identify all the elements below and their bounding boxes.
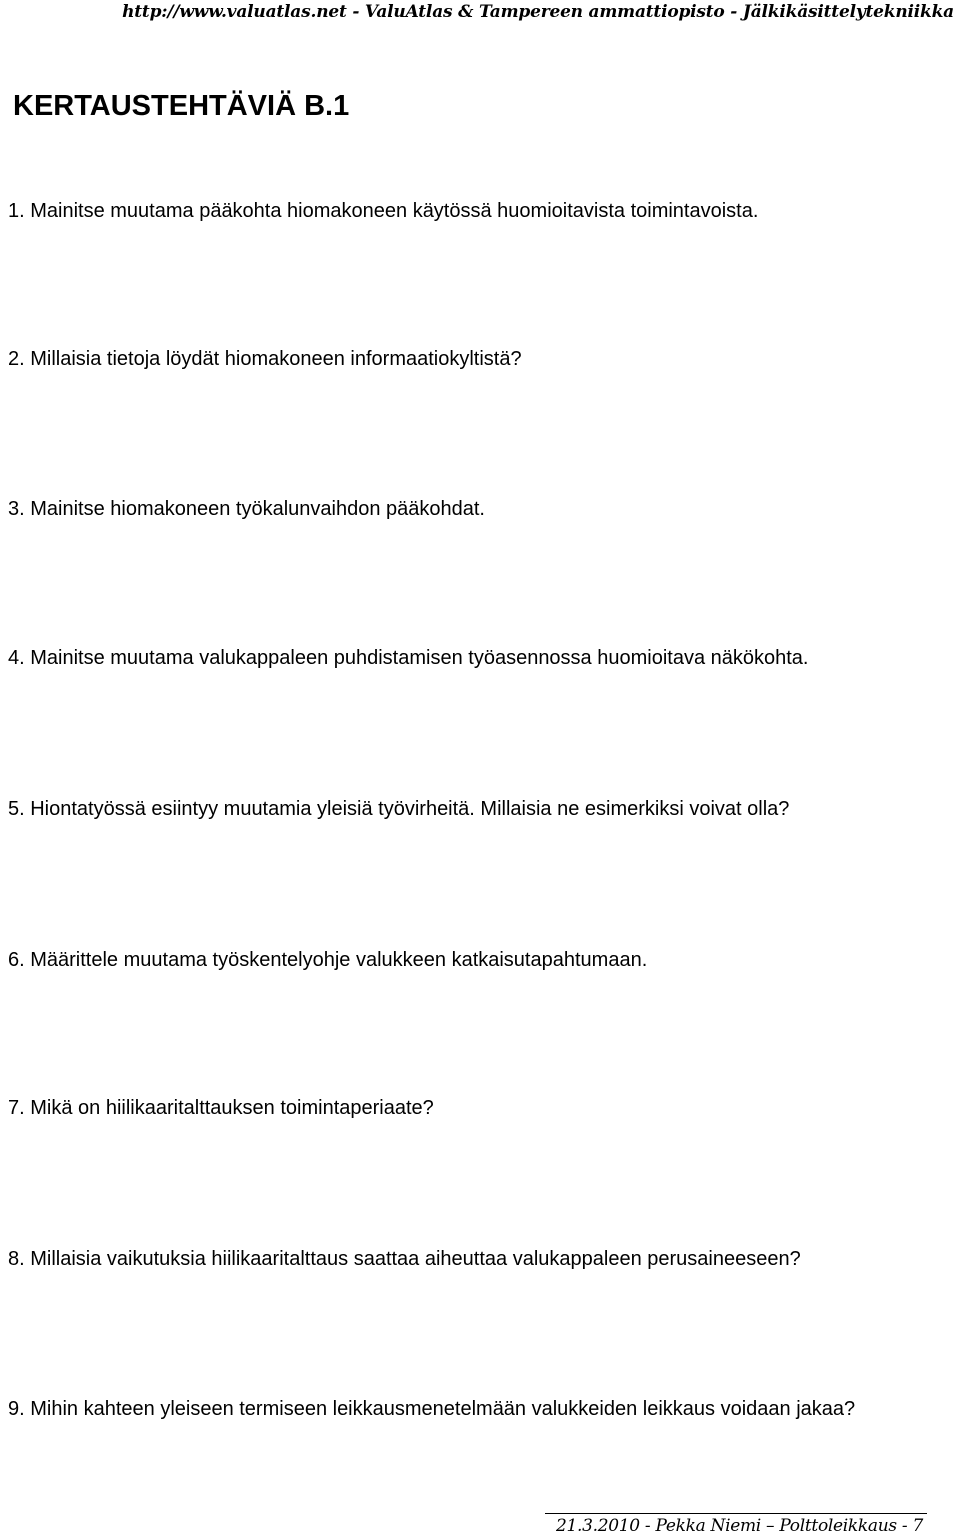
question-1: 1. Mainitse muutama pääkohta hiomakoneen käytössä huomioitavista toimintavoista. (8, 200, 759, 222)
question-8: 8. Millaisia vaikutuksia hiilikaaritalttaus saattaa aiheuttaa valukappaleen perusaineeseen? (8, 1248, 801, 1270)
question-9: 9. Mihin kahteen yleiseen termiseen leikkausmenetelmään valukkeiden leikkaus voidaan jakaa? (8, 1398, 856, 1420)
question-6: 6. Määrittele muutama työskentelyohje valukkeen katkaisutapahtumaan. (8, 949, 648, 971)
question-5: 5. Hiontatyössä esiintyy muutamia yleisiä työvirheitä. Millaisia ne esimerkiksi voivat olla? (8, 798, 790, 820)
question-7: 7. Mikä on hiilikaaritalttauksen toimintaperiaate? (8, 1097, 434, 1119)
footer-text: 21.3.2010 - Pekka Niemi – Polttoleikkaus - 7 (555, 1516, 923, 1536)
question-4: 4. Mainitse muutama valukappaleen puhdistamisen työasennossa huomioitava näkökohta. (8, 647, 809, 669)
question-3: 3. Mainitse hiomakoneen työkalunvaihdon pääkohdat. (8, 498, 485, 520)
footer-divider (545, 1513, 927, 1514)
document-title: KERTAUSTEHTÄVIÄ B.1 (13, 90, 350, 122)
question-2: 2. Millaisia tietoja löydät hiomakoneen informaatiokyltistä? (8, 348, 522, 370)
header-source-line: http://www.valuatlas.net - ValuAtlas & Tampereen ammattiopisto - Jälkikäsittelytekniikka (122, 2, 954, 22)
